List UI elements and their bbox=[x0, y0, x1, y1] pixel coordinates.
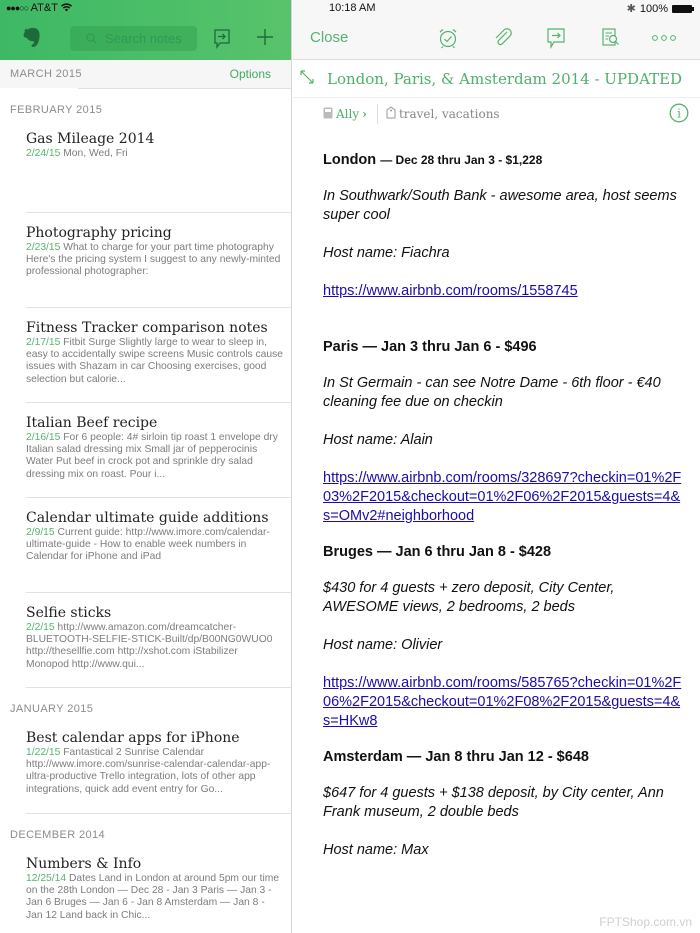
share-icon[interactable] bbox=[545, 27, 567, 49]
notebook-name: Ally bbox=[336, 107, 360, 121]
tags-field[interactable] bbox=[378, 106, 500, 122]
note-list-item[interactable]: Italian Beef recipe 2/16/15 For 6 people: 4# sirloin tip roast 1 envelope dry Italian salad dressing mix Small jar of pepperocinis Water Put beef in crock pot and sprinkle dry salad dressing mix on roast. Pour i... bbox=[26, 402, 291, 497]
new-note-plus-icon[interactable] bbox=[256, 28, 274, 50]
status-bar-left bbox=[6, 2, 72, 14]
signal-strength: ●●●○○ bbox=[6, 3, 29, 13]
status-battery: ✱ 100% bbox=[627, 2, 692, 15]
notebook-icon bbox=[323, 107, 333, 122]
host-name: Host name: Max bbox=[323, 842, 429, 858]
note-list-item[interactable]: Fitness Tracker comparison notes 2/17/15 Fitbit Surge Slightly large to wear to sleep in, easy to accidentally swipe screens Music controls cause issues with Shazam in car Choosing exercises, good selection but calorie... bbox=[26, 307, 291, 402]
note-list-item[interactable]: Calendar ultimate guide additions 2/9/15 Current guide: http://www.imore.com/calendar-ultimate-guide - How to enable week numbers in Calendar for iPhone and iPad bbox=[26, 497, 291, 592]
tag-icon bbox=[386, 106, 396, 122]
note-body[interactable] bbox=[293, 130, 700, 860]
work-chat-icon[interactable] bbox=[212, 28, 232, 54]
options-button[interactable]: Options bbox=[229, 67, 271, 81]
section-heading: Amsterdam — Jan 8 thru Jan 12 - $648 bbox=[323, 749, 589, 765]
note-list-item[interactable]: Photography pricing 2/23/15 What to charge for your part time photography Here's the pricing system I suggest to any newly-minted professional photographer: bbox=[26, 212, 291, 307]
note-editor-pane bbox=[293, 0, 700, 933]
expand-icon[interactable] bbox=[299, 69, 315, 89]
chevron-right-icon: › bbox=[362, 107, 367, 121]
search-placeholder: Search notes bbox=[105, 31, 182, 46]
status-time: 10:18 AM bbox=[329, 2, 376, 14]
watermark: FPTShop.com.vn bbox=[599, 915, 692, 929]
note-meta-row bbox=[293, 98, 700, 130]
notebook-selector[interactable] bbox=[323, 104, 378, 124]
reminder-alarm-icon[interactable] bbox=[437, 27, 459, 49]
month-header: FEBRUARY 2015 bbox=[10, 104, 103, 116]
tags-text: travel, vacations bbox=[398, 107, 500, 121]
list-header bbox=[0, 0, 291, 60]
section-description: $430 for 4 guests + zero deposit, City Center, AWESOME views, 2 bedrooms, 2 beds bbox=[323, 580, 615, 615]
section-heading: London — Dec 28 thru Jan 3 - $1,228 bbox=[323, 152, 543, 168]
month-header: JANUARY 2015 bbox=[10, 703, 94, 715]
note-toolbar bbox=[293, 0, 700, 60]
section-description: In Southwark/South Bank - awesome area, host seems super cool bbox=[323, 188, 677, 223]
close-button[interactable]: Close bbox=[310, 29, 349, 46]
section-label: MARCH 2015 bbox=[10, 68, 82, 80]
evernote-logo-icon[interactable] bbox=[22, 27, 42, 49]
attachment-paperclip-icon[interactable] bbox=[492, 27, 514, 49]
battery-icon bbox=[672, 5, 692, 13]
more-icon[interactable] bbox=[651, 27, 679, 49]
host-name: Host name: Fiachra bbox=[323, 245, 450, 261]
search-icon bbox=[86, 29, 97, 48]
note-list-pane bbox=[0, 0, 292, 933]
month-header: DECEMBER 2014 bbox=[10, 829, 106, 841]
section-heading: Bruges — Jan 6 thru Jan 8 - $428 bbox=[323, 544, 552, 560]
note-list-item[interactable]: Numbers & Info 12/25/14 Dates Land in London at around 5pm our time on the 28th London — Dec 28 - Jan 3 Paris — Jan 3 - Jan 6 Bruges — Jan 6 - Jan 8 Amsterdam — Jan 8 - Jan 12 Land back in Chic... bbox=[26, 856, 280, 921]
info-icon[interactable] bbox=[669, 103, 689, 123]
section-description: In St Germain - can see Notre Dame - 6th floor - €40 cleaning fee due on checkin bbox=[323, 375, 661, 410]
note-list-item[interactable]: Selfie sticks 2/2/15 http://www.amazon.com/dreamcatcher-BLUETOOTH-SELFIE-STICK-Built/dp/B00NG0WUO0 http://thesellfie.com http://xshot.com iStabilizer Monopod http://www.qui... bbox=[26, 592, 291, 687]
svg-text:i: i bbox=[677, 106, 681, 121]
presentation-search-icon[interactable] bbox=[600, 27, 622, 49]
bluetooth-icon: ✱ bbox=[626, 3, 636, 15]
airbnb-link[interactable]: https://www.airbnb.com/rooms/328697?checkin=01%2F03%2F2015&checkout=01%2F06%2F2015&guests=4&s=OMv2#neighborhood bbox=[323, 470, 682, 524]
list-section-header bbox=[0, 60, 291, 88]
search-input[interactable] bbox=[70, 26, 197, 51]
note-list-item[interactable]: Gas Mileage 2014 2/24/15 Mon, Wed, Fri bbox=[26, 131, 155, 159]
note-list-item[interactable]: Best calendar apps for iPhone 1/22/15 Fantastical 2 Sunrise Calendar http://www.imore.com/sunrise-calendar-calendar-app-ultra-productive Trello integration, lots of other app integrations, quick add event entry for Go... bbox=[26, 730, 271, 795]
carrier: AT&T bbox=[30, 2, 58, 14]
host-name: Host name: Alain bbox=[323, 432, 433, 448]
airbnb-link[interactable]: https://www.airbnb.com/rooms/585765?checkin=01%2F06%2F2015&checkout=01%2F08%2F2015&guests=4&s=HKw8 bbox=[323, 675, 682, 729]
note-title[interactable]: London, Paris, & Amsterdam 2014 - UPDATED bbox=[327, 69, 683, 88]
wifi-icon bbox=[61, 2, 72, 14]
airbnb-link[interactable]: https://www.airbnb.com/rooms/1558745 bbox=[323, 283, 578, 299]
note-title-row bbox=[293, 60, 700, 98]
section-heading: Paris — Jan 3 thru Jan 6 - $496 bbox=[323, 339, 537, 355]
host-name: Host name: Olivier bbox=[323, 637, 443, 653]
section-description: $647 for 4 guests + $138 deposit, by City center, Ann Frank museum, 2 double beds bbox=[323, 785, 664, 820]
